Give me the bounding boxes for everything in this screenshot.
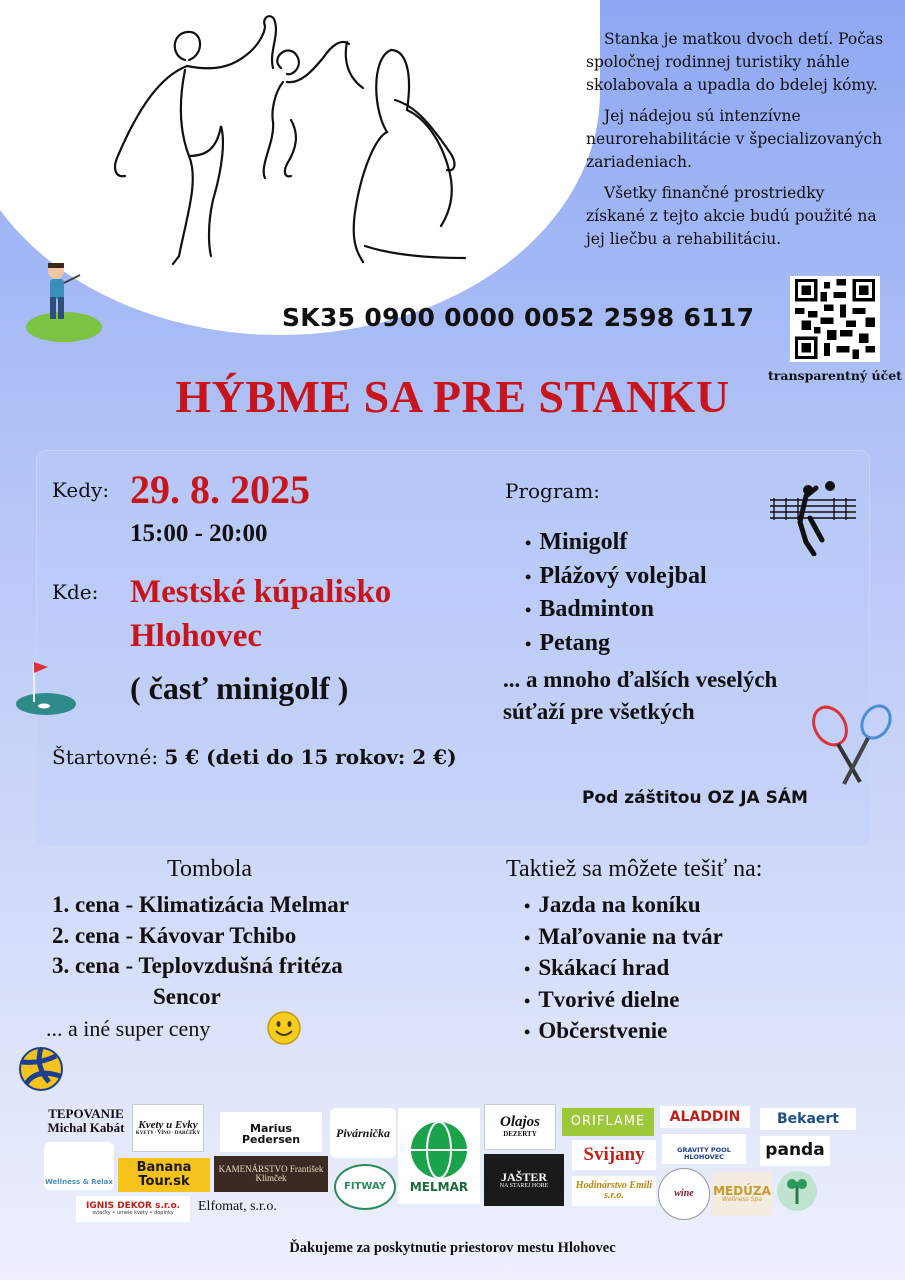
intro-text bbox=[586, 28, 886, 259]
also-title: Taktiež sa môžete tešiť na: bbox=[506, 856, 763, 882]
intro-paragraph-2: Jej nádejou sú intenzívne neurorehabilitácie v špecializovaných zariadeniach. bbox=[586, 107, 883, 171]
olajos-name: Olajos bbox=[499, 1114, 540, 1131]
prize-list bbox=[52, 890, 349, 1012]
sponsor-marius-pedersen: Marius Pedersen bbox=[220, 1112, 322, 1152]
sponsor-wine: wine bbox=[658, 1168, 710, 1220]
jaster-name: JAŠTER bbox=[500, 1169, 547, 1184]
sponsor-fitway: FITWAY bbox=[334, 1164, 396, 1210]
family-line-art bbox=[95, 10, 505, 290]
iban-number: SK35 0900 0000 0052 2598 6117 bbox=[282, 303, 755, 332]
where-label: Kde: bbox=[52, 580, 99, 604]
also-list bbox=[524, 890, 723, 1048]
sponsor-aladdin: ALADDIN bbox=[660, 1106, 750, 1128]
place-line-2: Hlohovec bbox=[130, 618, 262, 654]
also-item: • Skákací hrad bbox=[524, 953, 723, 985]
sponsor-gravity-pool: GRAVITY POOL HLOHOVEC bbox=[662, 1134, 746, 1164]
badminton-rackets-icon bbox=[808, 704, 898, 790]
volleyball-player-icon bbox=[770, 478, 860, 556]
also-item: • Jazda na koníku bbox=[524, 890, 723, 922]
sponsor-ignis bbox=[76, 1196, 190, 1222]
sponsor-elfomat: Elfomat, s.r.o. bbox=[198, 1198, 277, 1214]
melmar-globe-icon bbox=[408, 1119, 470, 1181]
sponsor-melmar bbox=[398, 1108, 480, 1204]
also-item: • Maľovanie na tvár bbox=[524, 922, 723, 954]
program-item: • Plážový volejbal bbox=[525, 560, 707, 594]
intro-paragraph-3: Všetky finančné prostriedky získané z tejto akcie budú použité na jej liečbu a rehabilitáciu. bbox=[586, 184, 877, 248]
ignis-name: IGNIS DEKOR s.r.o. bbox=[85, 1200, 181, 1211]
program-more-line-2: súťaží pre všetkých bbox=[503, 699, 695, 724]
program-item: • Petang bbox=[525, 627, 707, 661]
kvety-name: Kvety u Evky bbox=[138, 1118, 198, 1131]
volleyball-icon bbox=[18, 1046, 64, 1092]
prize-item: 3. cena - Teplovzdušná fritéza bbox=[52, 953, 343, 978]
olajos-sub: DEZERTY bbox=[503, 1130, 537, 1139]
also-item: • Občerstvenie bbox=[524, 1016, 723, 1048]
sponsor-oriflame: ORIFLAME bbox=[562, 1108, 654, 1136]
melmar-name: MELMAR bbox=[409, 1179, 469, 1194]
minigolf-flag-icon bbox=[14, 656, 78, 718]
place-line-1: Mestské kúpalisko bbox=[130, 574, 392, 610]
golfer-illustration bbox=[22, 255, 104, 345]
program-list bbox=[525, 526, 707, 660]
program-item: • Badminton bbox=[525, 593, 707, 627]
event-date: 29. 8. 2025 bbox=[130, 467, 310, 512]
sponsor-jaster bbox=[484, 1154, 564, 1206]
place-line-3: ( časť minigolf ) bbox=[130, 670, 349, 706]
smiley-icon bbox=[266, 1010, 302, 1046]
prize-item: 2. cena - Kávovar Tchibo bbox=[52, 922, 297, 948]
meduza-name: MEDÚZA bbox=[713, 1183, 771, 1198]
sponsor-banana-tour: Banana Tour.sk bbox=[118, 1158, 210, 1192]
ignis-sub: sviečky • umelé kvety • doplnky bbox=[92, 1210, 174, 1217]
sponsor-panda: panda bbox=[760, 1136, 830, 1166]
sponsor-bekaert: Bekaert bbox=[760, 1108, 856, 1130]
sponsor-hodinarstvo: Hodinárstvo Emili s.r.o. bbox=[572, 1176, 656, 1206]
other-prizes: ... a iné super ceny bbox=[46, 1016, 211, 1041]
patron-text: Pod záštitou OZ JA SÁM bbox=[582, 788, 808, 808]
event-place bbox=[130, 570, 391, 658]
kvety-sub: KVETY · VÍNO · DARČEKY bbox=[135, 1131, 201, 1137]
sponsor-tree-logo-icon bbox=[776, 1170, 818, 1212]
program-label: Program: bbox=[505, 479, 601, 503]
prize-item-continued: Sencor bbox=[153, 983, 221, 1009]
fee-value: 5 € (deti do 15 rokov: 2 €) bbox=[164, 745, 457, 769]
page-title: HÝBME SA PRE STANKU bbox=[175, 371, 730, 422]
also-item: • Tvorivé dielne bbox=[524, 985, 723, 1017]
qr-label: transparentný účet bbox=[768, 368, 902, 383]
sponsor-kamenarstvo: KAMENÁRSTVO František Klimček bbox=[214, 1156, 328, 1192]
event-time: 15:00 - 20:00 bbox=[130, 520, 268, 547]
meduza-sub: Wellness Spa bbox=[722, 1196, 762, 1204]
sponsor-tepovanie: TEPOVANIE Michal Kabát bbox=[47, 1106, 125, 1135]
tombola-title: Tombola bbox=[167, 856, 252, 882]
program-more-line-1: ... a mnoho ďalších veselých bbox=[503, 667, 778, 692]
sponsor-olajos bbox=[484, 1104, 556, 1150]
qr-code[interactable] bbox=[790, 276, 880, 362]
intro-paragraph-1: Stanka je matkou dvoch detí. Počas spoločnej rodinnej turistiky náhle skolabovala a upadla do bdelej kómy. bbox=[586, 30, 884, 94]
fee-label: Štartovné: bbox=[52, 745, 159, 769]
sponsor-kvety bbox=[132, 1104, 204, 1152]
program-item: • Minigolf bbox=[525, 526, 707, 560]
when-label: Kedy: bbox=[52, 478, 110, 502]
sponsor-wellness: Wellness & Relax bbox=[44, 1142, 114, 1190]
program-more bbox=[503, 664, 843, 728]
thanks-footer: Ďakujeme za poskytnutie priestorov mestu Hlohovec bbox=[289, 1240, 616, 1256]
sponsor-svijany: Svijany bbox=[572, 1140, 656, 1170]
sponsor-meduza bbox=[712, 1172, 772, 1216]
prize-item: 1. cena - Klimatizácia Melmar bbox=[52, 892, 349, 917]
jaster-sub: NA STAREJ HORE bbox=[499, 1183, 549, 1190]
entry-fee bbox=[52, 745, 457, 769]
sponsor-pivarnicka: Pivárnička bbox=[330, 1108, 396, 1158]
